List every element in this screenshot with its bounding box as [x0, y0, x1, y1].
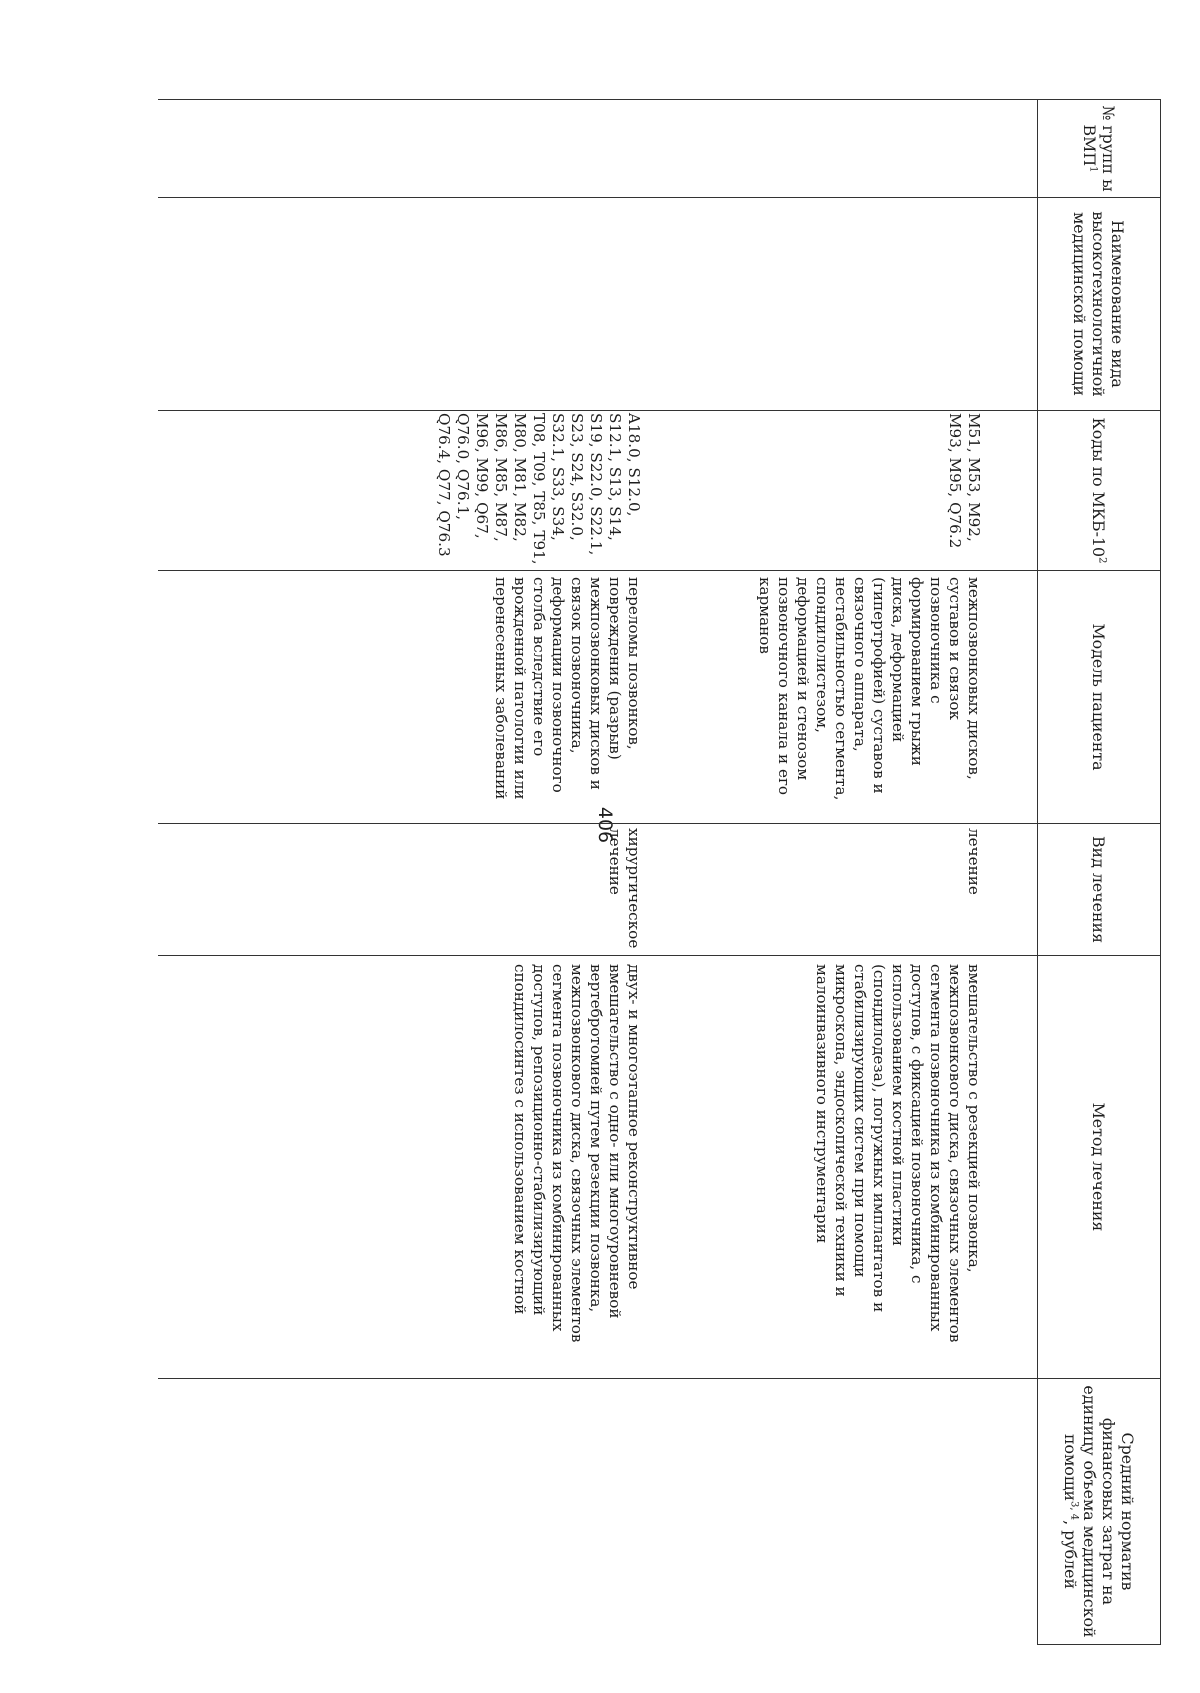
- header-treatment-type: Вид лечения: [1038, 824, 1161, 956]
- table-row: [643, 100, 983, 1645]
- cell-type-name: [158, 198, 643, 411]
- cell-icd-codes: A18.0, S12.0, S12.1, S13, S14, S19, S22.0, S22.1, S23, S24, S32.0, S32.1, S33, S34, T08, T09, T85, T91, M80, M81, M82, M86, M85, M87, M96, M99, Q67, Q76.0, Q76.1, Q76.4, Q77, Q76.3: [158, 411, 643, 571]
- table-row: [158, 100, 643, 1645]
- cell-treatment-method: вмешательство с резекцией позвонка, межпозвонкового диска, связочных элементов сегмента позвоночника из комбинированных доступов, с фиксацией позвоночника, с использованием костной пластики (спондилодеза), погружных имплантатов и стабилизирующих систем при помощи микроскопа, эндоскопической техники и малоинвазивного инструментария: [643, 956, 983, 1379]
- cell-cost: [158, 1379, 643, 1645]
- header-type-name: Наименование вида высокотехнологичной медицинской помощи: [1038, 198, 1161, 411]
- cell-cost: [643, 1379, 983, 1645]
- header-treatment-method: Метод лечения: [1038, 956, 1161, 1379]
- cell-treatment-type: хирургическое лечение: [158, 824, 643, 956]
- spacer-row: [983, 100, 1038, 1645]
- cell-icd-codes: M51, M53, M92, M93, M95, Q76.2: [643, 411, 983, 571]
- page-number: 406: [594, 806, 616, 844]
- header-group-no: № групп ы ВМП$^1$: [1038, 100, 1161, 198]
- cell-treatment-method: двух- и многоэтапное реконструктивное вмешательство с одно- или многоуровневой вертебротомией путем резекции позвонка, межпозвонкового диска, связочных элементов сегмента позвоночника из комбинированных доступов, репозиционно-стабилизирующий спондилосинтез с использованием костной: [158, 956, 643, 1379]
- cell-treatment-type: лечение: [643, 824, 983, 956]
- cell-group-no: [158, 100, 643, 198]
- cell-patient-model: переломы позвонков, повреждения (разрыв) межпозвонковых дисков и связок позвоночника, деформации позвоночного столба вследствие его врожденной патологии или перенесенных заболеваний: [158, 571, 643, 824]
- vmp-table: [158, 99, 1161, 1645]
- header-icd-codes: Коды по МКБ-$10^2$: [1038, 411, 1161, 571]
- cell-group-no: [643, 100, 983, 198]
- header-row: [1038, 100, 1161, 1645]
- cell-type-name: [643, 198, 983, 411]
- rotated-table-container: [151, 99, 1161, 1644]
- header-patient-model: Модель пациента: [1038, 571, 1161, 824]
- header-cost: Средний норматив финансовых затрат на единицу объема медицинской помощи$^{3, 4}$, рублей: [1038, 1379, 1161, 1645]
- cell-patient-model: межпозвонковых дисков, суставов и связок позвоночника с формированием грыжи диска, деформацией (гипертрофией) суставов и связочного аппарата, нестабильностью сегмента, спондилолистезом, деформацией и стенозом позвоночного канала и его карманов: [643, 571, 983, 824]
